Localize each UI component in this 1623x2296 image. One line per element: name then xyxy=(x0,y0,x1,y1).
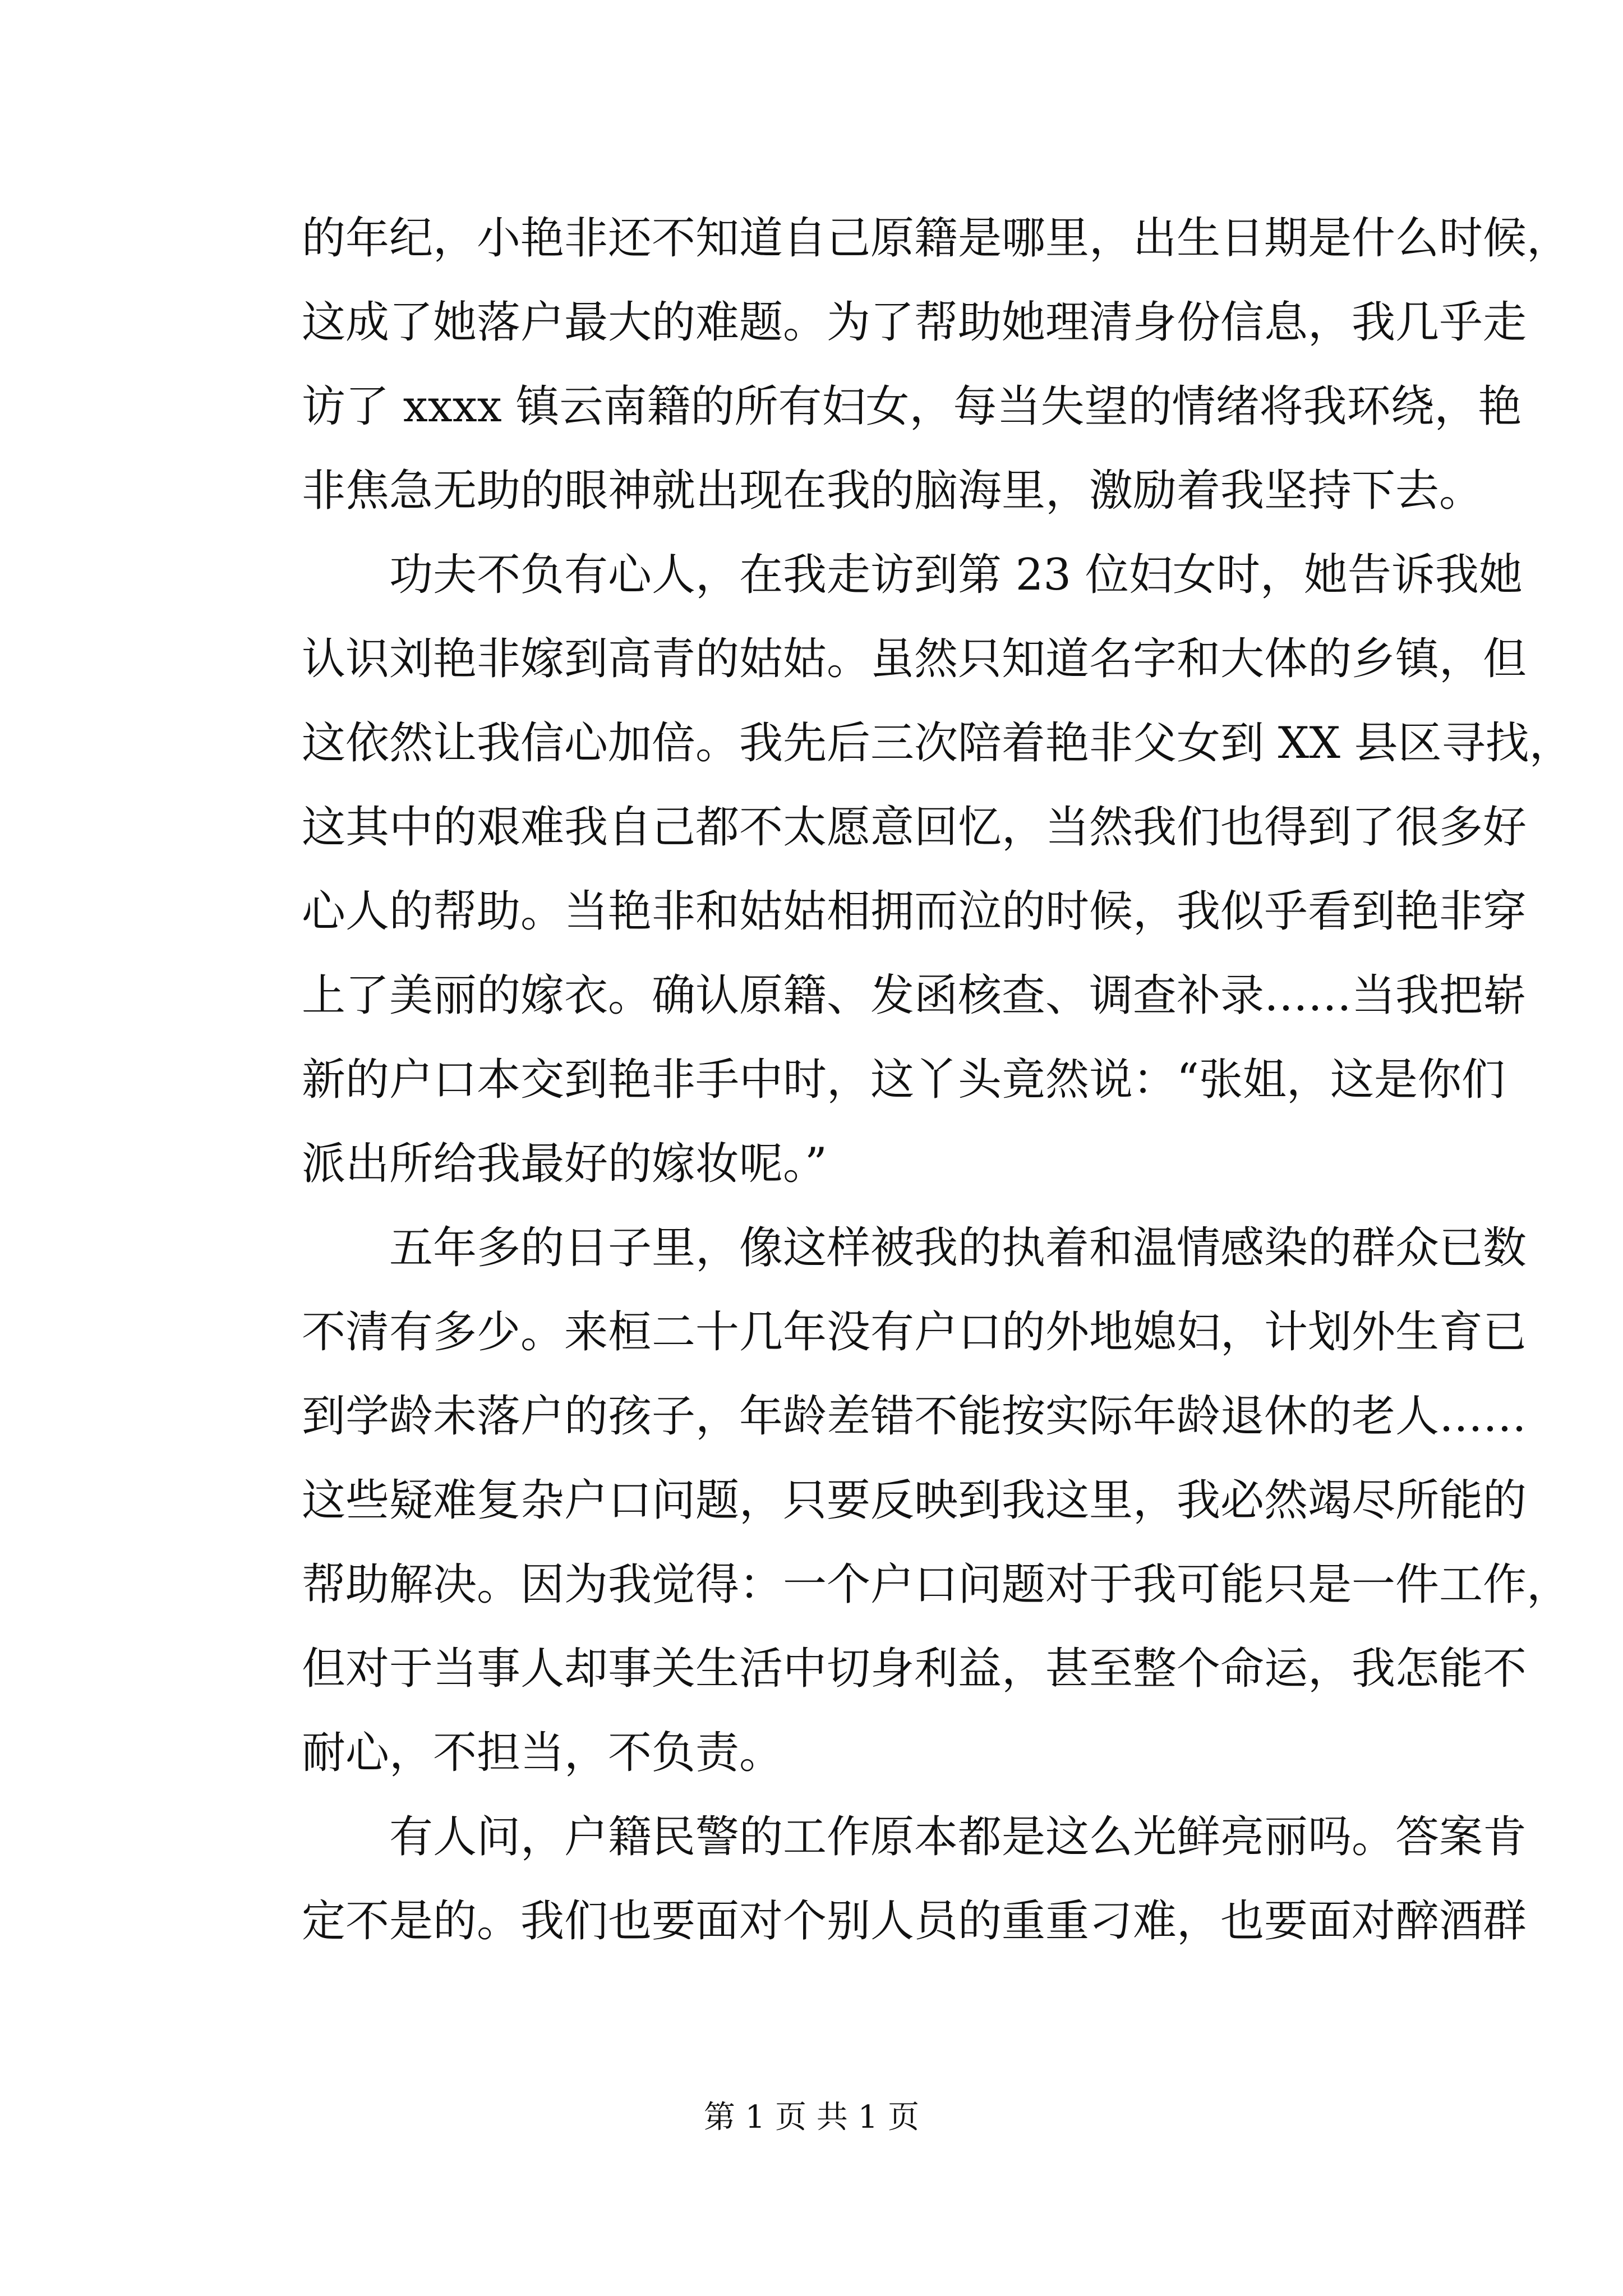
body-text xyxy=(302,196,1573,1963)
text-line: 的年纪，小艳非还不知道自己原籍是哪里，出生日期是什么时候， xyxy=(302,213,1571,264)
text-line: 新的户口本交到艳非手中时，这丫头竟然说：“张姐，这是你们 xyxy=(302,1055,1505,1105)
text-line: 这依然让我信心加倍。我先后三次陪着艳非父女到 XX 县区寻找， xyxy=(302,718,1573,769)
text-line: 这成了她落户最大的难题。为了帮助她理清身份信息，我几乎走 xyxy=(302,297,1527,348)
text-line: 这些疑难复杂户口问题，只要反映到我这里，我必然竭尽所能的 xyxy=(302,1475,1527,1526)
text-line: 上了美丽的嫁衣。确认原籍、发函核查、调查补录……当我把崭 xyxy=(302,970,1527,1021)
text-line: 心人的帮助。当艳非和姑姑相拥而泣的时候，我似乎看到艳非穿 xyxy=(302,886,1527,937)
paragraph-first-line: 功夫不负有心人，在我走访到第 23 位妇女时，她告诉我她 xyxy=(389,550,1523,600)
text-line: 到学龄未落户的孩子，年龄差错不能按实际年龄退休的老人…… xyxy=(302,1391,1527,1442)
text-line: 派出所给我最好的嫁妆呢。” xyxy=(302,1139,827,1189)
text-line: 这其中的艰难我自己都不太愿意回忆，当然我们也得到了很多好 xyxy=(302,802,1527,853)
text-line: 定不是的。我们也要面对个别人员的重重刁难，也要面对醉酒群 xyxy=(302,1896,1527,1947)
page-footer: 第 1 页 共 1 页 xyxy=(703,2099,920,2136)
paragraph-first-line: 五年多的日子里，像这样被我的执着和温情感染的群众已数 xyxy=(389,1223,1527,1273)
text-line: 访了 xxxx 镇云南籍的所有妇女，每当失望的情绪将我环绕，艳 xyxy=(302,381,1522,432)
text-line: 帮助解决。因为我觉得：一个户口问题对于我可能只是一件工作， xyxy=(302,1559,1571,1610)
text-line: 耐心，不担当，不负责。 xyxy=(302,1728,783,1778)
paragraph-first-line: 有人问，户籍民警的工作原本都是这么光鲜亮丽吗。答案肯 xyxy=(389,1812,1527,1862)
text-line: 认识刘艳非嫁到高青的姑姑。虽然只知道名字和大体的乡镇，但 xyxy=(302,634,1527,684)
text-line: 非焦急无助的眼神就出现在我的脑海里，激励着我坚持下去。 xyxy=(302,466,1483,516)
text-line: 但对于当事人却事关生活中切身利益，甚至整个命运，我怎能不 xyxy=(302,1644,1527,1694)
text-line: 不清有多少。来桓二十几年没有户口的外地媳妇，计划外生育已 xyxy=(302,1307,1527,1358)
